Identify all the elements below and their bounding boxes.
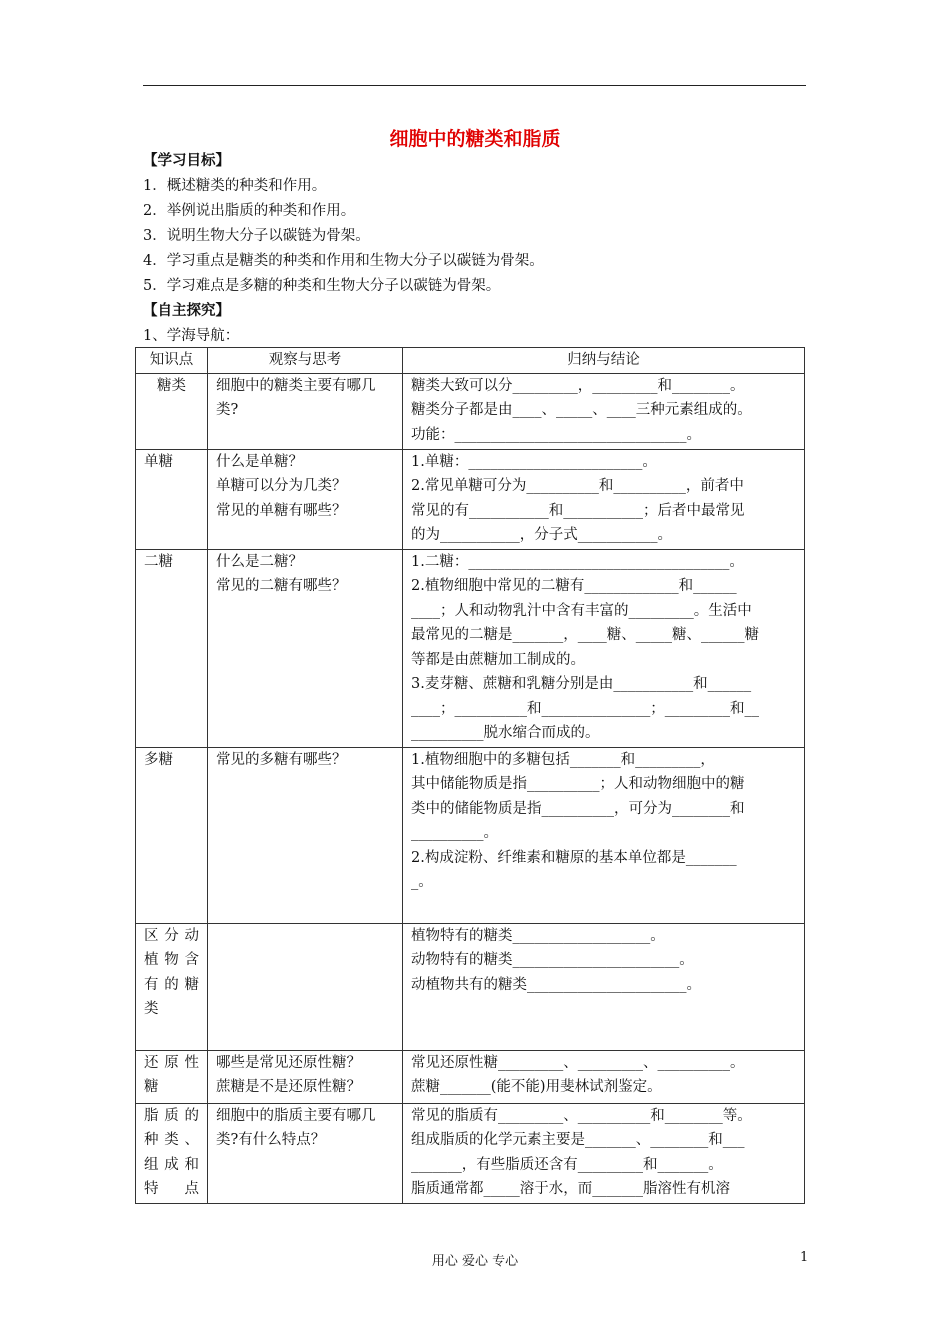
question-line: 细胞中的脂质主要有哪几类?有什么特点？ (216, 1107, 376, 1148)
row-question (208, 1103, 403, 1203)
table-header-row (136, 348, 805, 374)
conclusion-line: 类中的储能物质是指__________，可分为________和 (411, 800, 745, 817)
conclusion-line: 的为___________，分子式___________。 (411, 527, 672, 543)
row-conclusion (403, 923, 805, 1050)
conclusion-line: __________脱水缩合而成的。 (411, 725, 600, 741)
conclusion-line: 功能：________________________________。 (411, 426, 701, 443)
table-row (136, 373, 805, 449)
conclusion-line: ____；__________和_______________；_________和__ (411, 700, 759, 717)
row-topic: 单糖 (136, 449, 208, 549)
conclusion-line: _。 (411, 874, 433, 890)
table-row (136, 747, 805, 923)
row-question (208, 1050, 403, 1103)
conclusion-line: 常见的脂质有_________、__________和________等。 (411, 1107, 752, 1124)
table-row (136, 549, 805, 747)
conclusion-line: ____；人和动物乳汁中含有丰富的_________。生活中 (411, 602, 752, 619)
row-conclusion (403, 449, 805, 549)
page-number: 1 (800, 1250, 809, 1265)
conclusion-line: 1.单糖：________________________。 (411, 453, 657, 470)
objective-item: 5．学习难点是多糖的种类和生物大分子以碳链为骨架。 (143, 278, 501, 294)
row-question (208, 449, 403, 549)
conclusion-line: 2.植物细胞中常见的二糖有_____________和______ (411, 578, 737, 594)
table-row (136, 1050, 805, 1103)
question-line: 单糖可以分为几类？ (216, 478, 347, 494)
question-line: 哪些是常见还原性糖？ (216, 1054, 361, 1071)
conclusion-line: 糖类大致可以分_________，_________和________。 (411, 377, 745, 394)
conclusion-line: 组成脂质的化学元素主要是_______、________和___ (411, 1132, 745, 1148)
header-conclusion: 归纳与结论 (403, 348, 805, 374)
objective-item: 1．概述糖类的种类和作用。 (143, 178, 327, 194)
row-topic: 脂质的种类、组成和特点 (136, 1103, 208, 1203)
conclusion-line: 2.常见单糖可分为__________和__________，前者中 (411, 478, 744, 494)
row-topic: 二糖 (136, 549, 208, 747)
conclusion-line: 常见的有___________和___________；后者中最常见 (411, 502, 745, 519)
conclusion-line: 1.二糖：____________________________________。 (411, 553, 744, 570)
row-topic: 多糖 (136, 747, 208, 923)
page-footer: 用心 爱心 专心 (431, 1254, 519, 1269)
row-conclusion (403, 373, 805, 449)
conclusion-line: 动物特有的糖类_______________________。 (411, 952, 694, 968)
header-topic: 知识点 (136, 348, 208, 374)
row-conclusion (403, 549, 805, 747)
explore-heading: 【自主探究】 (143, 303, 230, 319)
header-rule (143, 85, 806, 86)
row-question (208, 747, 403, 923)
conclusion-line: 3.麦芽糖、蔗糖和乳糖分别是由___________和______ (411, 676, 752, 692)
conclusion-line: 等都是由蔗糖加工制成的。 (411, 651, 585, 668)
conclusion-line: _______，有些脂质还含有_________和_______。 (411, 1156, 723, 1173)
page-title: 细胞中的糖类和脂质 (389, 128, 561, 150)
header-question: 观察与思考 (208, 348, 403, 374)
question-line: 常见的多糖有哪些？ (216, 751, 347, 768)
objective-item: 4．学习重点是糖类的种类和作用和生物大分子以碳链为骨架。 (143, 253, 544, 269)
question-line: 蔗糖是不是还原性糖？ (216, 1079, 361, 1095)
conclusion-line: 动植物共有的糖类______________________。 (411, 976, 701, 993)
study-table (135, 347, 805, 1204)
row-conclusion (403, 1103, 805, 1203)
conclusion-line: 蔗糖_______(能不能)用斐林试剂鉴定。 (411, 1079, 662, 1095)
conclusion-line: 常见还原性糖_________、_________、__________。 (411, 1054, 745, 1071)
table-row (136, 449, 805, 549)
objective-item: 2．举例说出脂质的种类和作用。 (143, 203, 356, 219)
conclusion-line: 2.构成淀粉、纤维素和糖原的基本单位都是_______ (411, 849, 737, 866)
conclusion-line: 1.植物细胞中的多糖包括_______和_________， (411, 751, 715, 768)
row-topic: 区分动植物含有的糖类 (136, 923, 208, 1050)
objective-item: 3．说明生物大分子以碳链为骨架。 (143, 228, 370, 244)
objectives-heading: 【学习目标】 (143, 153, 230, 169)
question-line: 细胞中的糖类主要有哪几类? (216, 377, 376, 418)
conclusion-line: 植物特有的糖类___________________。 (411, 927, 665, 944)
question-line: 什么是二糖？ (216, 553, 303, 570)
row-conclusion (403, 1050, 805, 1103)
conclusion-line: 脂质通常都_____溶于水，而_______脂溶性有机溶 (411, 1181, 730, 1197)
row-question-empty (208, 923, 403, 1050)
question-line: 常见的单糖有哪些？ (216, 502, 347, 519)
table-row (136, 923, 805, 1050)
conclusion-line: 其中储能物质是指__________；人和动物细胞中的糖 (411, 776, 745, 792)
question-line: 常见的二糖有哪些？ (216, 578, 347, 594)
conclusion-line: 糖类分子都是由____、_____、____三种元素组成的。 (411, 402, 752, 418)
question-line: 什么是单糖？ (216, 453, 303, 470)
conclusion-line: 最常见的二糖是_______，____糖、_____糖、______糖 (411, 627, 759, 643)
row-question (208, 549, 403, 747)
row-topic: 糖类 (136, 373, 208, 449)
row-question (208, 373, 403, 449)
table-row (136, 1103, 805, 1203)
row-conclusion (403, 747, 805, 923)
row-topic: 还原性糖 (136, 1050, 208, 1103)
nav-label: 1、学海导航： (143, 328, 240, 344)
conclusion-line: __________。 (411, 825, 498, 841)
